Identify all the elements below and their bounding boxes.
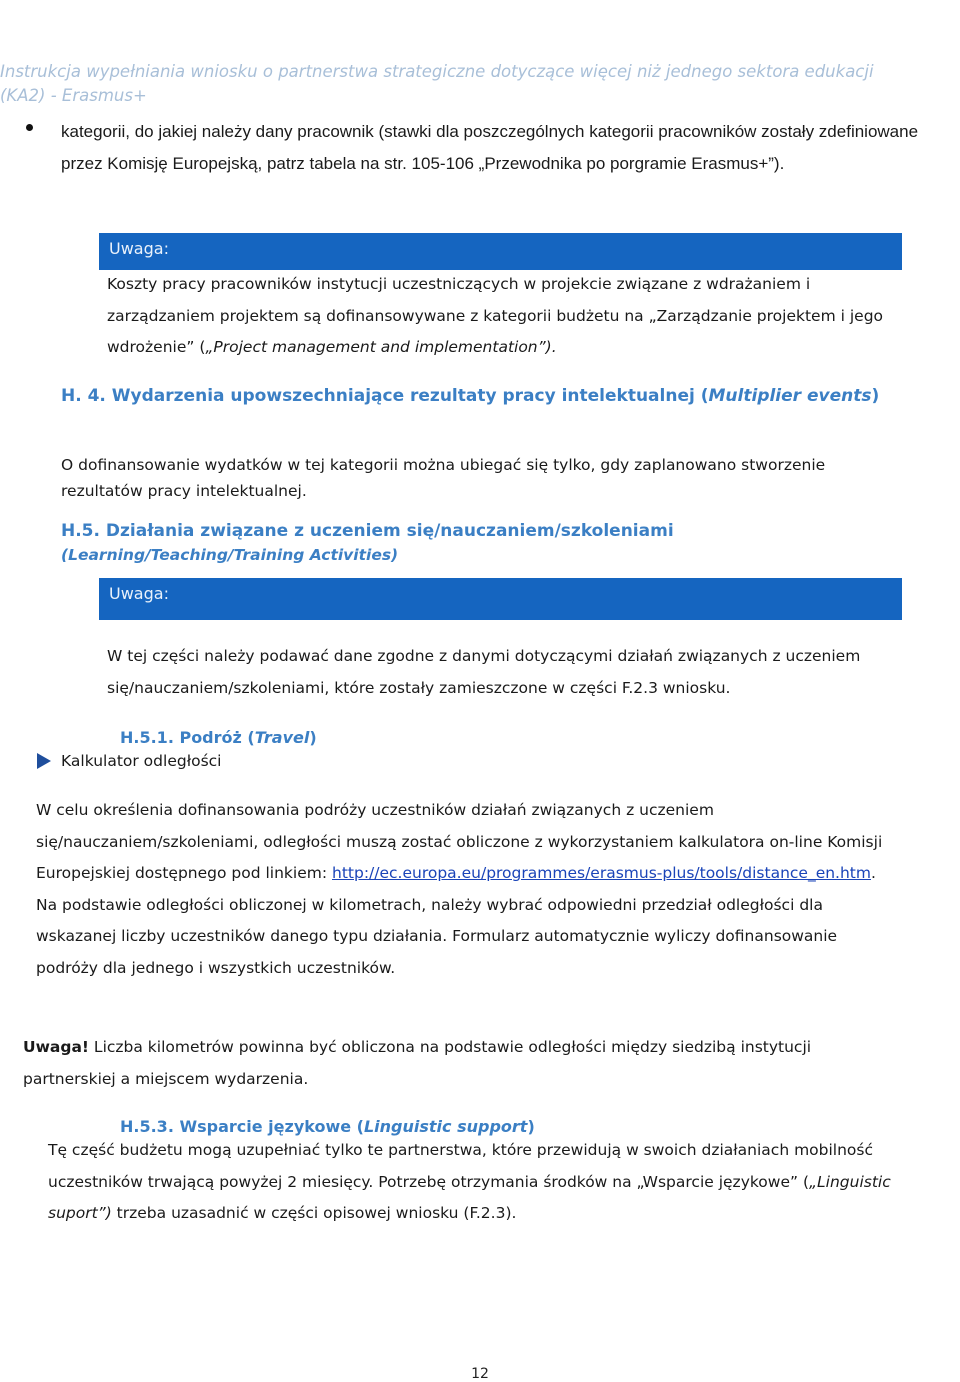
h53-prefix: H.5.3. Wsparcie językowe ( xyxy=(120,1117,364,1136)
bullet-dot-icon xyxy=(26,124,33,131)
note-1-text-main: Koszty pracy pracowników instytucji uczestniczących w projekcie związane z wdrażaniem i zarządzaniem projektem są dofinansowywane z kategorii budżetu na „Zarządzanie projektem i jego wdrożenie” ( xyxy=(107,275,884,356)
note-1-text-italic: „Project management and implementation”). xyxy=(205,338,557,356)
travel-text: W celu określenia dofinansowania podróży uczestników działań związanych z uczeniem się/nauczaniem/szkoleniami, odległości muszą zostać obliczone z wykorzystaniem kalkulatora on-line Komisji Europejskiej dostępnego pod linkiem: xyxy=(36,801,883,882)
h4-italic: Multiplier events xyxy=(708,386,872,406)
note-1-text xyxy=(107,269,907,364)
note-banner-2 xyxy=(99,578,902,620)
h53-suffix: ) xyxy=(527,1117,535,1136)
calculator-url-link[interactable]: http://ec.europa.eu/programmes/erasmus-plus/tools/distance_en.htm xyxy=(332,864,871,882)
triangle-right-icon xyxy=(37,753,51,769)
header-line-2: (KA2) - Erasmus+ xyxy=(0,86,147,105)
h53-text-italic: „Linguistic suport”) xyxy=(48,1172,891,1222)
note-3 xyxy=(23,1032,903,1095)
header-line-1: Instrukcja wypełniania wniosku o partnerstwa strategiczne dotyczące więcej niż jednego sektora edukacji xyxy=(0,62,874,81)
h53-italic: Linguistic support xyxy=(363,1117,528,1136)
h53-text-end: trzeba uzasadnić w części opisowej wniosku (F.2.3). xyxy=(111,1204,517,1222)
note-label: Uwaga: xyxy=(109,239,169,258)
h53-text: Tę część budżetu mogą uzupełniać tylko te partnerstwa, które przewidują w swoich działaniach mobilność uczestników trwającą powyżej 2 miesięcy. Potrzebę otrzymania środków na „Wsparcie językowe” ( xyxy=(48,1141,874,1191)
h4-prefix: H. 4. Wydarzenia upowszechniające rezultaty pracy intelektualnej ( xyxy=(61,386,709,406)
h51-suffix: ) xyxy=(309,728,317,747)
note-3-text: Liczba kilometrów powinna być obliczona na podstawie odległości między siedzibą instytucji partnerskiej a miejscem wydarzenia. xyxy=(23,1038,812,1088)
travel-text-second: Na podstawie odległości obliczonej w kilometrach, należy wybrać odpowiedni przedział odległości dla wskazanej liczby uczestników danego typu działania. Formularz automatycznie wyliczy dofinansowanie podróży dla jednego i wszystkich uczestników. xyxy=(36,895,838,977)
document-header xyxy=(0,60,900,108)
h51-prefix: H.5.1. Podróż ( xyxy=(120,728,255,747)
travel-text-end: . xyxy=(871,864,876,882)
section-heading-h5: H.5. Działania związane z uczeniem się/nauczaniem/szkoleniami xyxy=(61,521,674,541)
section-heading-h4 xyxy=(61,383,901,409)
note-banner-1 xyxy=(99,233,902,270)
page-number: 12 xyxy=(471,1366,489,1382)
note-2-text: W tej części należy podawać dane zgodne z danymi dotyczącymi działań związanych z uczeniem się/nauczaniem/szkoleniami, które zostały zamieszczone w części F.2.3 wniosku. xyxy=(107,647,861,697)
bullet-item-text: kategorii, do jakiej należy dany pracownik (stawki dla poszczególnych kategorii pracowników zostały zdefiniowane przez Komisję Europejską, patrz tabela na str. 105-106 „Przewodnika po porgramie Erasmus+”). xyxy=(61,122,919,173)
distance-calculator-link[interactable]: Kalkulator odległości xyxy=(61,752,222,770)
note-3-label: Uwaga! xyxy=(23,1038,89,1056)
h53-paragraph xyxy=(48,1135,898,1230)
section-subheading-h5: (Learning/Teaching/Training Activities) xyxy=(61,546,399,564)
h51-italic: Travel xyxy=(254,728,310,747)
note-label: Uwaga: xyxy=(109,584,169,603)
travel-paragraph xyxy=(36,795,896,984)
h4-suffix: ) xyxy=(871,386,880,406)
h4-paragraph: O dofinansowanie wydatków w tej kategorii można ubiegać się tylko, gdy zaplanowano stworzenie rezultatów pracy intelektualnej. xyxy=(61,456,826,500)
